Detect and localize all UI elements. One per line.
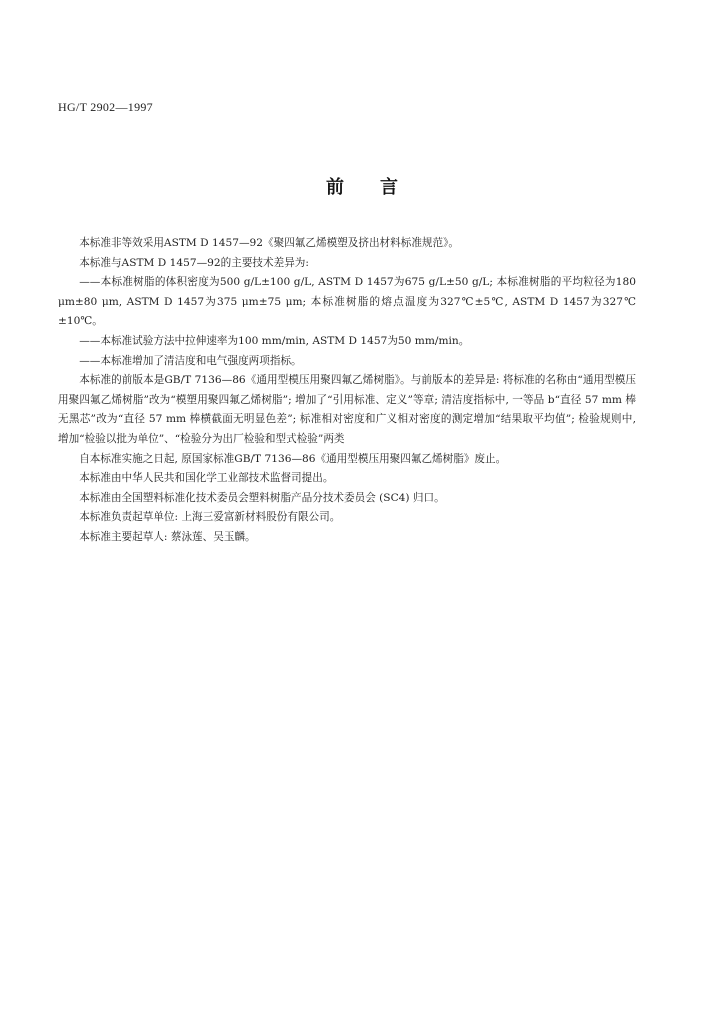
paragraph-density-diff: ——本标准树脂的体积密度为500 g/L±100 g/L, ASTM D 1457为675 g/L±50 g/L; 本标准树脂的平均粒径为180 μm±80 μm, ASTM D 1457为375 μm±75 μm; 本标准树脂的熔点温度为327℃±5℃, ASTM D 1457为327℃±10℃。 xyxy=(58,276,636,328)
paragraph-drafting-unit: 本标准负责起草单位: 上海三爱富新材料股份有限公司。 xyxy=(79,511,341,524)
foreword-body xyxy=(58,234,636,548)
title-char-1: 前 xyxy=(326,177,344,198)
paragraph-differences-intro: 本标准与ASTM D 1457—92的主要技术差异为: xyxy=(79,256,309,269)
paragraph-supersedes: 自本标准实施之日起, 原国家标准GB/T 7136—86《通用型模压用聚四氟乙烯树脂》废止。 xyxy=(79,452,507,465)
page-title xyxy=(0,173,724,199)
paragraph-drafters: 本标准主要起草人: 蔡泳莲、吴玉麟。 xyxy=(79,530,256,543)
paragraph-added-indicators: ——本标准增加了清洁度和电气强度两项指标。 xyxy=(79,354,302,367)
paragraph-previous-version: 本标准的前版本是GB/T 7136—86《通用型模压用聚四氟乙烯树脂》。与前版本的差异是: 将标准的名称由“通用型模压用聚四氟乙烯树脂”改为“模塑用聚四氟乙烯树脂”; 增加了“引用标准、定义”等章; 清洁度指标中, 一等品 b“直径 57 mm 棒无黑芯”改为“直径 57 mm 棒横截面无明显色差”; 标准相对密度和广义相对密度的测定增加“结果取平均值”; 检验规则中, 增加“检验以批为单位”、“检验分为出厂检验和型式检验”两类 xyxy=(58,374,636,445)
paragraph-adoption: 本标准非等效采用ASTM D 1457—92《聚四氟乙烯模塑及挤出材料标准规范》。 xyxy=(79,237,459,249)
standard-code: HG/T 2902—1997 xyxy=(58,100,153,114)
paragraph-tensile-diff: ——本标准试验方法中拉伸速率为100 mm/min, ASTM D 1457为50 mm/min。 xyxy=(79,334,470,347)
paragraph-proposer: 本标准由中华人民共和国化学工业部技术监督司提出。 xyxy=(79,472,334,485)
title-char-2: 言 xyxy=(380,177,398,198)
paragraph-administrator: 本标准由全国塑料标准化技术委员会塑料树脂产品分技术委员会 (SC4) 归口。 xyxy=(79,491,445,504)
